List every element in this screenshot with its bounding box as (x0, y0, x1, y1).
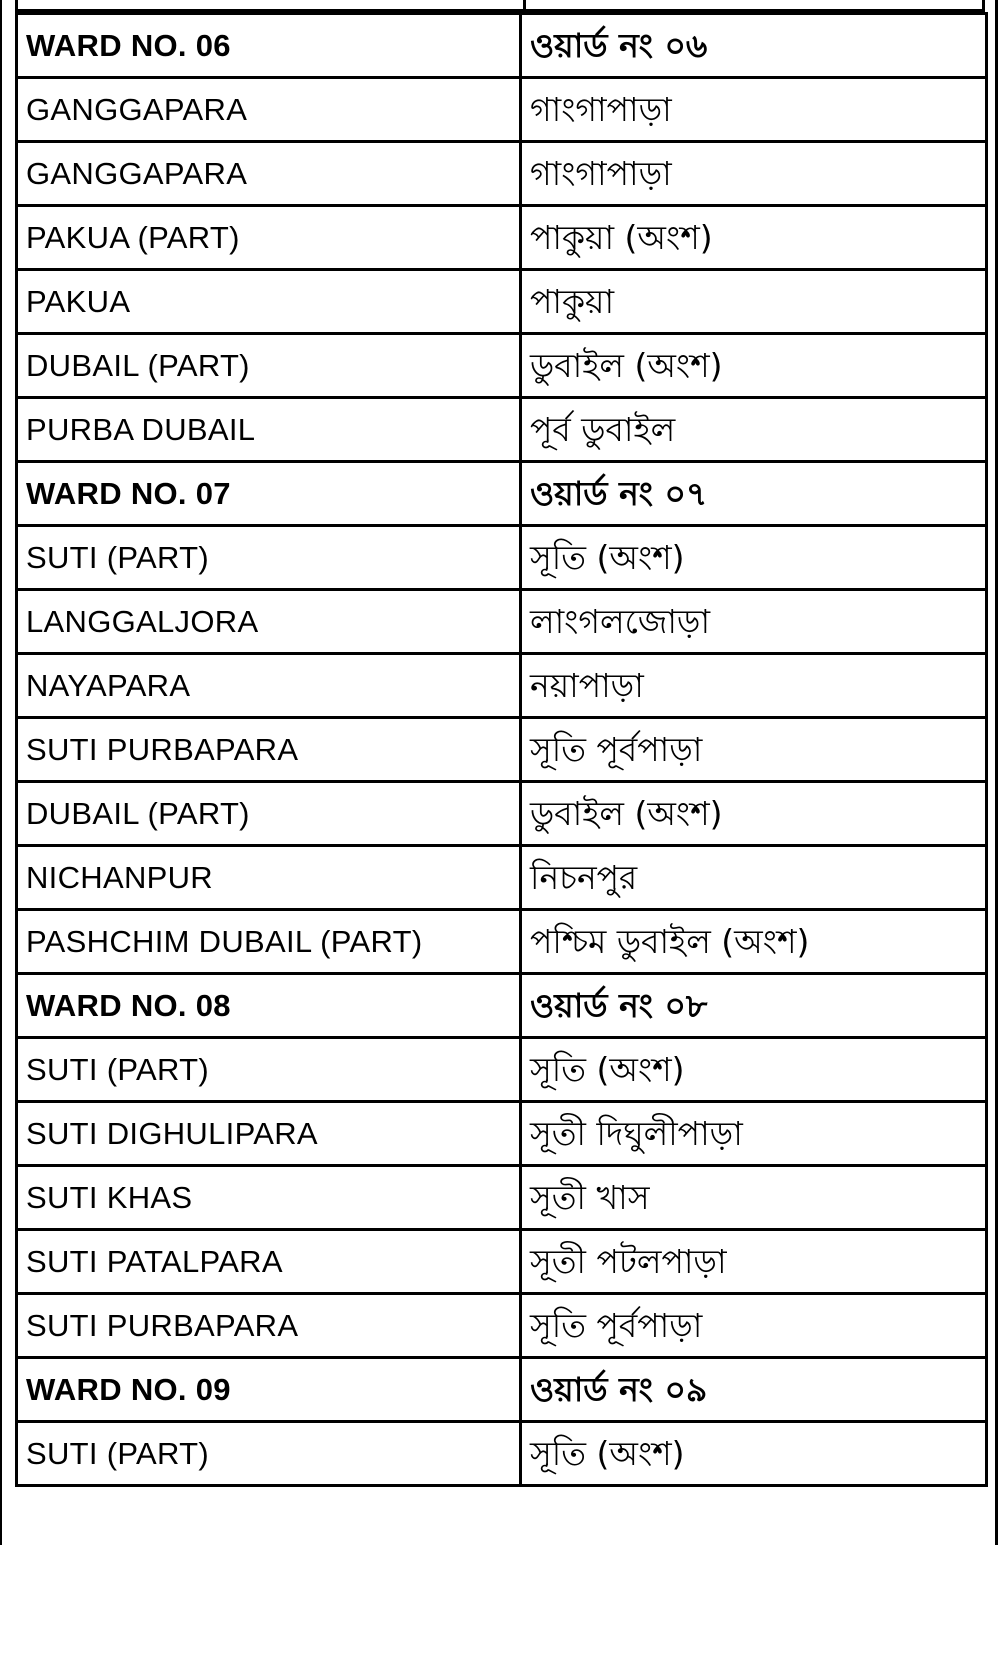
area-name-bengali: ডুবাইল (অংশ) (521, 782, 987, 846)
area-name-bengali: পাকুয়া (521, 270, 987, 334)
column-divider (523, 0, 526, 12)
area-name-bengali: সূতী পটলপাড়া (521, 1230, 987, 1294)
area-name-bengali: সূতী খাস (521, 1166, 987, 1230)
area-name-bengali: সূতী দিঘুলীপাড়া (521, 1102, 987, 1166)
area-name-bengali: গাংগাপাড়া (521, 78, 987, 142)
ward-number-bengali: ওয়ার্ড নং ০৮ (521, 974, 987, 1038)
area-name-bengali: ডুবাইল (অংশ) (521, 334, 987, 398)
ward-number-bengali: ওয়ার্ড নং ০৬ (521, 14, 987, 78)
page-edge-left (0, 0, 2, 1545)
area-name-bengali: সূতি (অংশ) (521, 1422, 987, 1486)
area-name-bengali: গাংগাপাড়া (521, 142, 987, 206)
area-name-bengali: লাংগলজোড়া (521, 590, 987, 654)
ward-area-table (15, 12, 988, 1487)
ward-header-row (17, 974, 987, 1038)
table-row (17, 846, 987, 910)
ward-header-row (17, 14, 987, 78)
ward-number-bengali: ওয়ার্ড নং ০৯ (521, 1358, 987, 1422)
area-name-bengali: পূর্ব ডুবাইল (521, 398, 987, 462)
table-row (17, 1294, 987, 1358)
table-row (17, 270, 987, 334)
area-name-bengali: পশ্চিম ডুবাইল (অংশ) (521, 910, 987, 974)
table-row (17, 718, 987, 782)
table-row (17, 206, 987, 270)
area-name-english: PAKUA (17, 270, 521, 334)
table-row (17, 1038, 987, 1102)
area-name-english: PAKUA (PART) (17, 206, 521, 270)
area-name-english: SUTI PURBAPARA (17, 1294, 521, 1358)
area-name-bengali: নয়াপাড়া (521, 654, 987, 718)
cut-off-previous-row (15, 0, 985, 12)
area-name-english: SUTI (PART) (17, 1038, 521, 1102)
area-name-english: LANGGALJORA (17, 590, 521, 654)
table-row (17, 1230, 987, 1294)
area-name-bengali: সূতি (অংশ) (521, 1038, 987, 1102)
table-row (17, 1166, 987, 1230)
area-name-english: PURBA DUBAIL (17, 398, 521, 462)
area-name-english: SUTI DIGHULIPARA (17, 1102, 521, 1166)
table-row (17, 1422, 987, 1486)
table-row (17, 782, 987, 846)
area-name-english: NAYAPARA (17, 654, 521, 718)
ward-header-row (17, 1358, 987, 1422)
area-name-english: GANGGAPARA (17, 78, 521, 142)
table-row (17, 1102, 987, 1166)
table-body (17, 14, 987, 1486)
area-name-english: SUTI PATALPARA (17, 1230, 521, 1294)
area-name-english: SUTI (PART) (17, 526, 521, 590)
table-row (17, 398, 987, 462)
area-name-english: DUBAIL (PART) (17, 782, 521, 846)
table-row (17, 590, 987, 654)
area-name-english: PASHCHIM DUBAIL (PART) (17, 910, 521, 974)
area-name-english: GANGGAPARA (17, 142, 521, 206)
ward-header-row (17, 462, 987, 526)
table-row (17, 142, 987, 206)
area-name-english: NICHANPUR (17, 846, 521, 910)
table-row (17, 654, 987, 718)
area-name-english: SUTI (PART) (17, 1422, 521, 1486)
table-row (17, 334, 987, 398)
ward-number-english: WARD NO. 09 (17, 1358, 521, 1422)
area-name-english: SUTI PURBAPARA (17, 718, 521, 782)
table-row (17, 526, 987, 590)
area-name-bengali: সূতি পূর্বপাড়া (521, 718, 987, 782)
page-edge-right (995, 0, 998, 1545)
area-name-bengali: সূতি পূর্বপাড়া (521, 1294, 987, 1358)
ward-number-english: WARD NO. 07 (17, 462, 521, 526)
ward-number-bengali: ওয়ার্ড নং ০৭ (521, 462, 987, 526)
area-name-bengali: নিচনপুর (521, 846, 987, 910)
area-name-english: SUTI KHAS (17, 1166, 521, 1230)
table-row (17, 78, 987, 142)
area-name-bengali: পাকুয়া (অংশ) (521, 206, 987, 270)
table-row (17, 910, 987, 974)
area-name-english: DUBAIL (PART) (17, 334, 521, 398)
ward-number-english: WARD NO. 08 (17, 974, 521, 1038)
area-name-bengali: সূতি (অংশ) (521, 526, 987, 590)
ward-number-english: WARD NO. 06 (17, 14, 521, 78)
